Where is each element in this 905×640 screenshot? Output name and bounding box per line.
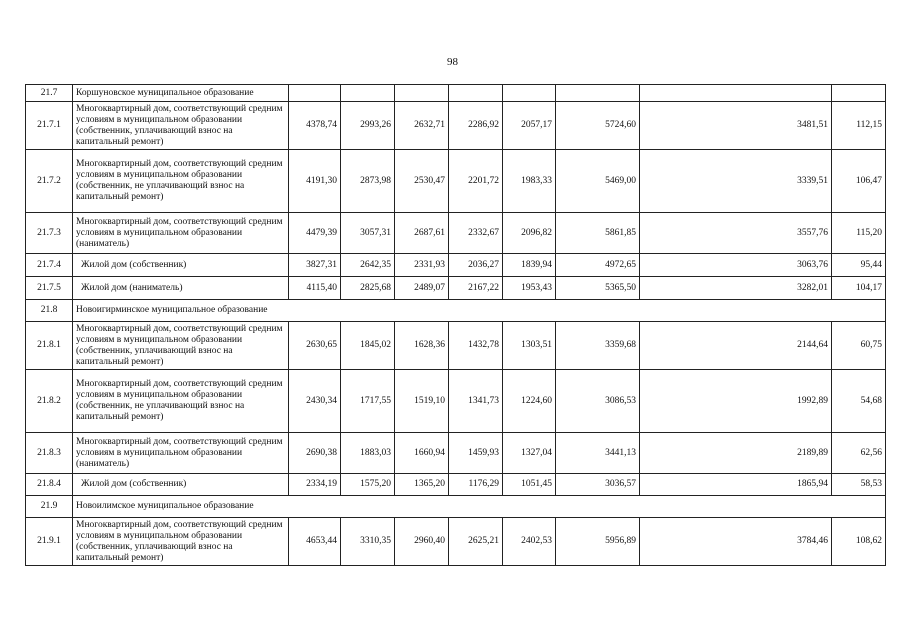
cell-value: 2201,72 (449, 150, 503, 213)
table-row (26, 213, 886, 254)
cell-value: 58,53 (832, 474, 886, 496)
cell-value: 1575,20 (341, 474, 395, 496)
cell-value: 1176,29 (449, 474, 503, 496)
cell-value: 3036,57 (556, 474, 640, 496)
tariff-table (25, 84, 886, 566)
cell-value: 2630,65 (289, 322, 341, 370)
cell-value: 95,44 (832, 254, 886, 277)
cell-value: 3310,35 (341, 518, 395, 566)
cell-value: 2825,68 (341, 277, 395, 300)
cell-value: 5956,89 (556, 518, 640, 566)
section-title: Новоилимское муниципальное образование (73, 496, 886, 518)
cell-value: 54,68 (832, 370, 886, 433)
row-description: Жилой дом (наниматель) (73, 277, 289, 300)
cell-value: 4479,39 (289, 213, 341, 254)
cell-value: 2036,27 (449, 254, 503, 277)
section-code: 21.9 (26, 496, 73, 518)
cell-value: 1883,03 (341, 433, 395, 474)
table-row (26, 277, 886, 300)
cell-value: 3481,51 (640, 102, 832, 150)
cell-value: 3339,51 (640, 150, 832, 213)
cell-value: 3827,31 (289, 254, 341, 277)
cell-value: 1459,93 (449, 433, 503, 474)
cell-value: 4115,40 (289, 277, 341, 300)
section-title: Новоигирминское муниципальное образование (73, 300, 886, 322)
cell-value: 1303,51 (503, 322, 556, 370)
cell-value: 115,20 (832, 213, 886, 254)
row-code: 21.7.3 (26, 213, 73, 254)
cell-value: 60,75 (832, 322, 886, 370)
row-code: 21.8.4 (26, 474, 73, 496)
cell-value: 1839,94 (503, 254, 556, 277)
cell-value: 1660,94 (395, 433, 449, 474)
section-row (26, 496, 886, 518)
cell-value: 5365,50 (556, 277, 640, 300)
row-code: 21.7.1 (26, 102, 73, 150)
cell-value: 1224,60 (503, 370, 556, 433)
row-code: 21.8.1 (26, 322, 73, 370)
cell-value: 4191,30 (289, 150, 341, 213)
table-row (26, 518, 886, 566)
row-description: Многоквартирный дом, соответствующий средним условиям в муниципальном образовании (собственник, уплачивающий взнос на капитальный ремонт) (73, 518, 289, 566)
cell-value: 112,15 (832, 102, 886, 150)
cell-value: 62,56 (832, 433, 886, 474)
cell-value: 1953,43 (503, 277, 556, 300)
cell-value: 3557,76 (640, 213, 832, 254)
section-row (26, 300, 886, 322)
cell-value: 1341,73 (449, 370, 503, 433)
row-code: 21.7.5 (26, 277, 73, 300)
row-description: Многоквартирный дом, соответствующий средним условиям в муниципальном образовании (собственник, не уплачивающий взнос на капитальный ремонт) (73, 370, 289, 433)
row-code: 21.7.4 (26, 254, 73, 277)
cell-value: 2642,35 (341, 254, 395, 277)
cell-value: 2057,17 (503, 102, 556, 150)
row-code: 21.9.1 (26, 518, 73, 566)
cell-value: 1717,55 (341, 370, 395, 433)
cell-value: 3057,31 (341, 213, 395, 254)
page-number: 98 (447, 56, 458, 68)
row-code: 21.8.3 (26, 433, 73, 474)
cell-value: 2993,26 (341, 102, 395, 150)
cell-value: 1519,10 (395, 370, 449, 433)
cell-value: 2334,19 (289, 474, 341, 496)
cell-value: 4972,65 (556, 254, 640, 277)
section-code: 21.7 (26, 85, 73, 102)
cell-value: 2690,38 (289, 433, 341, 474)
table-row (26, 433, 886, 474)
row-code: 21.8.2 (26, 370, 73, 433)
cell-value: 2286,92 (449, 102, 503, 150)
cell-value: 2430,34 (289, 370, 341, 433)
cell-value: 2144,64 (640, 322, 832, 370)
cell-value: 1983,33 (503, 150, 556, 213)
cell-value: 1432,78 (449, 322, 503, 370)
table-row (26, 474, 886, 496)
cell-value: 2096,82 (503, 213, 556, 254)
table-row (26, 254, 886, 277)
cell-value: 2189,89 (640, 433, 832, 474)
cell-value: 2402,53 (503, 518, 556, 566)
cell-value: 1365,20 (395, 474, 449, 496)
row-description: Многоквартирный дом, соответствующий средним условиям в муниципальном образовании (наниматель) (73, 433, 289, 474)
row-description: Жилой дом (собственник) (73, 474, 289, 496)
cell-value: 108,62 (832, 518, 886, 566)
cell-value: 1051,45 (503, 474, 556, 496)
cell-value: 2530,47 (395, 150, 449, 213)
cell-value: 2489,07 (395, 277, 449, 300)
cell-value: 3063,76 (640, 254, 832, 277)
cell-value: 1865,94 (640, 474, 832, 496)
table-row (26, 370, 886, 433)
cell-value: 5469,00 (556, 150, 640, 213)
cell-value: 2331,93 (395, 254, 449, 277)
section-title: Коршуновское муниципальное образование (73, 85, 289, 102)
row-description: Многоквартирный дом, соответствующий средним условиям в муниципальном образовании (собственник, уплачивающий взнос на капитальный ремонт) (73, 322, 289, 370)
cell-value: 2960,40 (395, 518, 449, 566)
cell-value: 1327,04 (503, 433, 556, 474)
section-code: 21.8 (26, 300, 73, 322)
cell-value: 4653,44 (289, 518, 341, 566)
cell-value: 3359,68 (556, 322, 640, 370)
cell-value: 4378,74 (289, 102, 341, 150)
table-row (26, 102, 886, 150)
cell-value: 1845,02 (341, 322, 395, 370)
row-description: Многоквартирный дом, соответствующий средним условиям в муниципальном образовании (собственник, не уплачивающий взнос на капитальный ремонт) (73, 150, 289, 213)
cell-value: 106,47 (832, 150, 886, 213)
cell-value: 2167,22 (449, 277, 503, 300)
row-code: 21.7.2 (26, 150, 73, 213)
row-description: Жилой дом (собственник) (73, 254, 289, 277)
row-description: Многоквартирный дом, соответствующий средним условиям в муниципальном образовании (наниматель) (73, 213, 289, 254)
cell-value: 104,17 (832, 277, 886, 300)
table-row (26, 150, 886, 213)
cell-value: 3441,13 (556, 433, 640, 474)
cell-value: 2687,61 (395, 213, 449, 254)
table-row (26, 322, 886, 370)
cell-value: 2632,71 (395, 102, 449, 150)
cell-value: 3784,46 (640, 518, 832, 566)
cell-value: 3086,53 (556, 370, 640, 433)
cell-value: 2332,67 (449, 213, 503, 254)
cell-value: 3282,01 (640, 277, 832, 300)
section-row (26, 85, 886, 102)
cell-value: 5724,60 (556, 102, 640, 150)
cell-value: 1628,36 (395, 322, 449, 370)
cell-value: 2873,98 (341, 150, 395, 213)
cell-value: 5861,85 (556, 213, 640, 254)
cell-value: 1992,89 (640, 370, 832, 433)
row-description: Многоквартирный дом, соответствующий средним условиям в муниципальном образовании (собственник, уплачивающий взнос на капитальный ремонт) (73, 102, 289, 150)
cell-value: 2625,21 (449, 518, 503, 566)
